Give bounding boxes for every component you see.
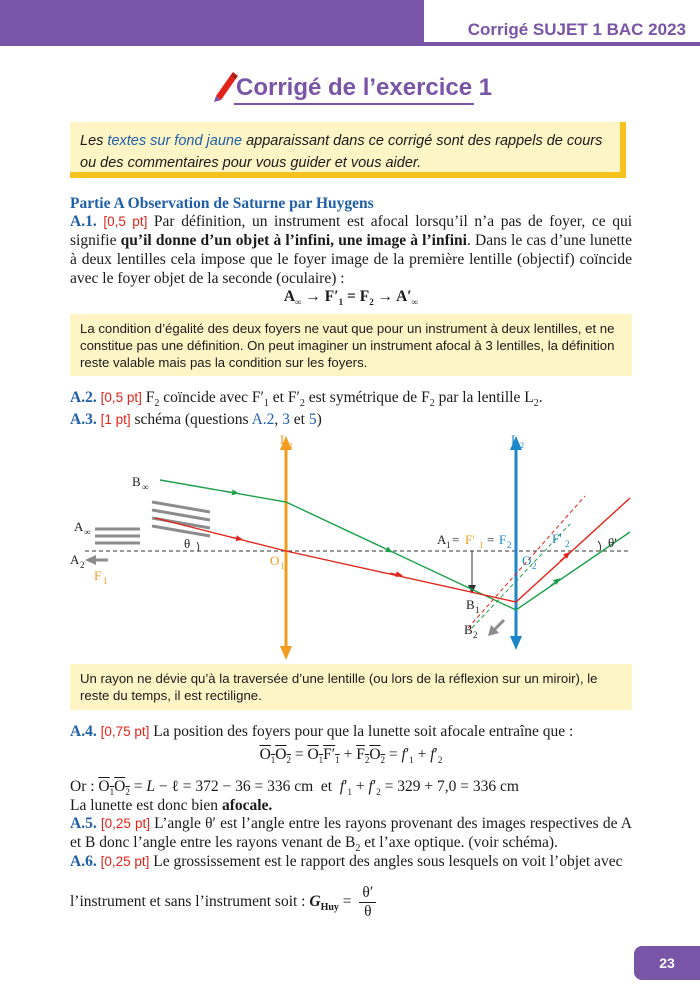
svg-text:B: B [466,597,475,612]
svg-text:2: 2 [507,540,512,550]
svg-text:1: 1 [479,540,484,550]
a6-text: Le grossissement est le rapport des angles sous lesquels on voit l’objet avec [149,853,623,870]
note-rayon: Un rayon ne dévie qu’à la traversée d’une lentille (ou lors de la réflexion sur un miroir), le reste du temps, il est rectiligne. [70,664,632,710]
or-line: Or : $O_1O_2 = L$ − ℓ = 372 − 36 = 336 cm et $f'_1 + f'_2 = 329 + 7,0 = 336$ cm [70,778,519,798]
svg-text:F: F [499,532,507,547]
svg-text:F′: F′ [552,531,563,546]
svg-text:1: 1 [103,576,108,586]
a6-formula-line: l’instrument et sans l’instrument soit : $G_{Huy}$ = $\frac{\theta'}{\theta}$ [70,884,632,921]
lens-l2 [510,432,524,650]
svg-text:B: B [464,622,473,637]
incoming-a-rays [95,529,140,543]
svg-text:B: B [132,474,141,489]
answer-a4 [70,722,632,741]
exercise-title-block [212,72,493,106]
svg-text:1: 1 [475,605,480,615]
a6-label: A.6. [70,853,97,870]
answer-a2: A.2. [0,5 pt] $F_2$ coïncide avec $F'_1$ et $F'_2$ est symétrique de $F_2$ par la lentille $L_2$. [70,389,543,410]
conclusion-bold: afocale. [221,797,273,814]
svg-text:=: = [487,532,495,547]
svg-text:1: 1 [446,540,451,550]
svg-text:A: A [70,552,80,567]
a1-text-2: . Dans le cas d’une lunette à deux lentilles cela impose que le foyer image de la première lentille (objectif) coïncide avec le foyer objet de la seconde (oculaire) : [70,232,632,287]
answer-a6 [70,852,632,871]
title-underline [234,103,474,105]
conclusion-text: La lunette est donc bien [70,797,222,814]
a4-text: La position des foyers pour que la lunette soit afocale entraîne que : [149,723,574,740]
svg-text:2: 2 [520,441,524,450]
a4-points: [0,75 pt] [100,724,150,739]
svg-text:2: 2 [80,560,85,570]
intro-note-text-2: apparaissant dans ce corrigé sont des rappels de cours ou des commentaires pour vous guider et vous aider. [80,133,603,171]
svg-text:F′: F′ [465,532,476,547]
svg-text:2: 2 [473,630,478,640]
a4-label: A.4. [70,723,97,740]
svg-text:∞: ∞ [142,482,149,492]
a1-formula: $A_\infty \to F'_1 = F_2 \to A'_\infty$ [283,288,419,308]
a2-arrow [85,555,96,565]
a2-points: [0,5 pt] [100,390,142,405]
answer-a1 [70,212,632,288]
intro-note-text-1: Les [80,133,108,149]
lens2-label: L [511,432,519,447]
answer-a5: A.5. [0,25 pt] L’angle θ′ est l’angle entre les rayons provenant des images respectives de A et B donc l’angle entre les rayons venant de $B_2$ et l’axe optique. (voir schéma). [70,815,632,855]
svg-text:1: 1 [280,561,285,571]
svg-text:=: = [452,532,460,547]
a3-points: [1 pt] [100,412,131,427]
svg-text:A: A [437,532,447,547]
a5-label: A.5. [70,815,97,832]
svg-text:∞: ∞ [84,527,91,537]
answer-a3: A.3. [1 pt] schéma (questions A.2, 3 et 5) [70,411,322,428]
lens1-label: L [280,432,288,447]
svg-text:2: 2 [532,561,537,571]
a4-formula: $O_1O_2 = O_1F'_1 + F_2O_2 = f'_1 + f'_2$ [259,746,443,766]
svg-text:θ: θ [184,536,191,551]
a6-points: [0,25 pt] [100,854,150,869]
intro-note [70,122,626,178]
a5-points: [0,25 pt] [100,816,150,831]
svg-text:O: O [270,553,280,568]
part-title: Partie A Observation de Saturne par Huygens [70,195,374,212]
or-text: Or : [70,778,99,795]
a1-label: A.1. [70,213,97,230]
optics-diagram [60,432,640,660]
a3-label: A.3. [70,411,97,428]
a1-points: [0,5 pt] [103,214,148,229]
svg-text:2: 2 [565,539,570,549]
red-ray [155,498,630,602]
a1-bold: qu’il donne d’un objet à l’infini, une image à l’infini [120,232,467,249]
svg-text:1: 1 [289,441,293,450]
a6-text-2: l’instrument et sans l’instrument soit : [70,893,310,911]
svg-text:A: A [74,519,84,534]
svg-text:θ′: θ′ [608,535,618,550]
conclusion-line [70,796,632,815]
svg-text:F: F [94,568,102,583]
header-title: Corrigé SUJET 1 BAC 2023 [467,20,686,39]
intro-note-highlight: textes sur fond jaune [107,133,243,149]
exercise-title: Corrigé de l’exercice 1 [236,74,493,101]
note-foyers: La condition d’égalité des deux foyers ne vaut que pour un instrument à deux lentilles, et ne constitue pas une définition. On peut imaginer un instrument afocal à 3 lentilles, la définition reste valable mais pas la condition sur les foyers. [70,314,632,376]
page-number: 23 [634,946,700,980]
pencil-icon [212,72,238,102]
a1-text-1: Par définition, un instrument est afocal lorsqu’il n’a pas de foyer, ce qui signifie [70,213,633,249]
a2-label: A.2. [70,389,97,406]
svg-text:O: O [522,553,532,568]
a3-text: schéma (questions [130,411,252,428]
lens-l1 [280,432,293,660]
